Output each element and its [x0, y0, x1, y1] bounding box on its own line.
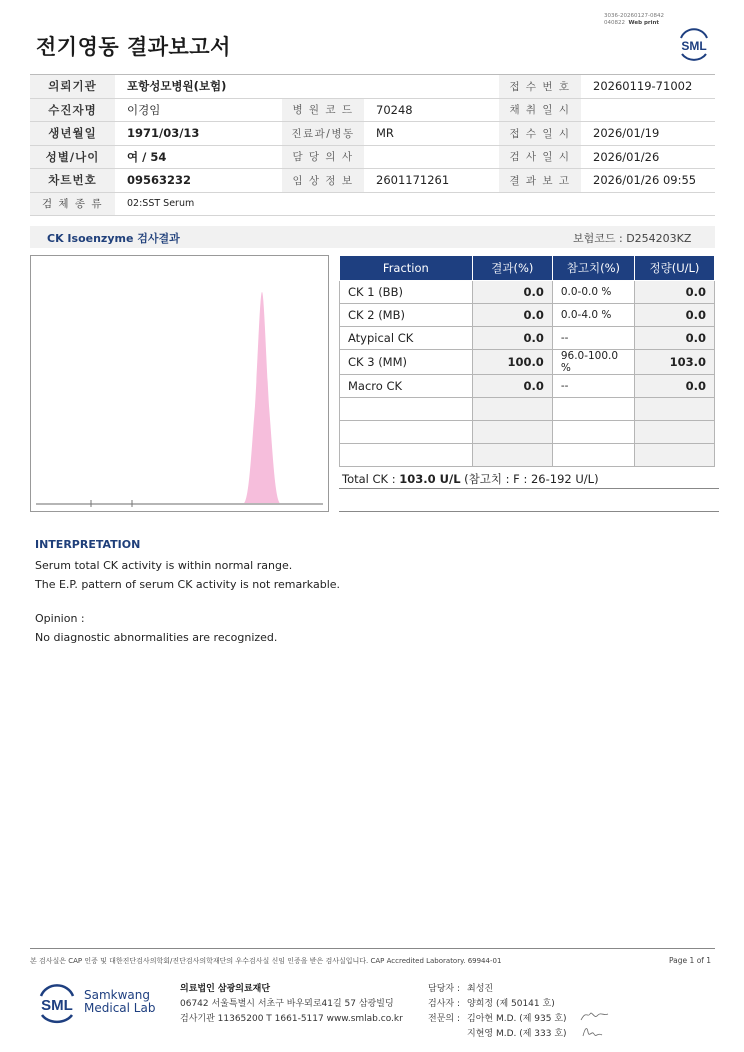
info-label: 검 체 종 류 — [30, 192, 115, 216]
info-value: 70248 — [364, 98, 499, 122]
table-row — [340, 421, 715, 444]
info-label: 병 원 코 드 — [282, 98, 364, 122]
col-header-reference: 참고치(%) — [552, 256, 634, 281]
cell-quantity — [634, 421, 714, 444]
cell-result: 100.0 — [472, 350, 552, 375]
cell-quantity: 103.0 — [634, 350, 714, 375]
interpretation-heading: INTERPRETATION — [35, 538, 141, 551]
info-label: 검 사 일 시 — [499, 145, 581, 169]
electrophoresis-graph — [30, 255, 329, 512]
info-label: 임 상 정 보 — [282, 169, 364, 193]
cell-result — [472, 421, 552, 444]
staff-role: 검사자 : — [428, 999, 460, 1009]
results-header-row — [340, 256, 715, 281]
staff-role: 담당자 : — [428, 984, 460, 994]
info-value: 여 / 54 — [115, 145, 282, 169]
cell-quantity: 0.0 — [634, 327, 714, 350]
table-row — [340, 375, 715, 398]
info-value — [364, 145, 499, 169]
info-label: 성별/나이 — [30, 145, 115, 169]
info-value: 09563232 — [115, 169, 282, 193]
info-row — [30, 192, 715, 216]
col-header-fraction: Fraction — [340, 256, 473, 281]
staff-name: 양희정 (제 50141 호) — [467, 999, 555, 1009]
info-label: 채 취 일 시 — [499, 98, 581, 122]
info-row — [30, 122, 715, 146]
info-value: 2601171261 — [364, 169, 499, 193]
page-number: Page 1 of 1 — [669, 956, 712, 965]
info-value: MR — [364, 122, 499, 146]
total-ck — [342, 471, 599, 487]
interpretation-line: Serum total CK activity is within normal range. — [35, 559, 293, 572]
org-address: 06742 서울특별시 서초구 바우뫼로41길 57 삼광빌딩 — [180, 999, 394, 1009]
table-row — [340, 304, 715, 327]
info-row — [30, 98, 715, 122]
cell-quantity — [634, 444, 714, 467]
staff-role: 전문의 : — [428, 1014, 460, 1024]
table-row — [340, 327, 715, 350]
cell-quantity: 0.0 — [634, 281, 714, 304]
cell-fraction: CK 2 (MB) — [340, 304, 473, 327]
patient-info-table — [30, 74, 715, 216]
info-row — [30, 145, 715, 169]
cell-reference: -- — [552, 375, 634, 398]
cell-fraction: CK 3 (MM) — [340, 350, 473, 375]
logo-text: SML — [41, 997, 73, 1014]
total-ck-reference: (참고치 : F : 26-192 U/L) — [460, 472, 599, 486]
org-contact: 검사기관 11365200 T 1661-5117 www.smlab.co.kr — [180, 1014, 403, 1024]
info-value: 2026/01/26 — [581, 145, 715, 169]
info-value: 이경임 — [115, 98, 282, 122]
cell-reference: -- — [552, 327, 634, 350]
interpretation-line: The E.P. pattern of serum CK activity is not remarkable. — [35, 578, 341, 591]
cell-reference: 96.0-100.0 % — [552, 350, 634, 375]
cell-result: 0.0 — [472, 281, 552, 304]
info-label: 담 당 의 사 — [282, 145, 364, 169]
brand-line2: Medical Lab — [84, 1001, 156, 1015]
staff-name: 최성진 — [467, 984, 494, 994]
opinion-text: No diagnostic abnormalities are recognized. — [35, 631, 278, 644]
cell-result: 0.0 — [472, 304, 552, 327]
divider — [339, 511, 719, 512]
info-label: 진료과/병동 — [282, 122, 364, 146]
info-label: 접 수 일 시 — [499, 122, 581, 146]
doc-id-line1: 3036-20260127-0842 — [604, 13, 664, 19]
info-value: 2026/01/19 — [581, 122, 715, 146]
staff-name: 지현영 M.D. (제 333 호) — [467, 1029, 567, 1039]
info-label: 수진자명 — [30, 98, 115, 122]
cell-fraction: Macro CK — [340, 375, 473, 398]
document-id — [604, 13, 664, 26]
cell-result: 0.0 — [472, 375, 552, 398]
cell-fraction — [340, 398, 473, 421]
ck3-peak — [243, 292, 281, 504]
table-row — [340, 398, 715, 421]
cell-reference — [552, 398, 634, 421]
footer-divider — [30, 948, 715, 949]
col-header-result: 결과(%) — [472, 256, 552, 281]
brand-line1: Samkwang — [84, 988, 150, 1002]
section-title: CK Isoenzyme 검사결과 — [47, 232, 180, 245]
cell-reference — [552, 444, 634, 467]
cell-fraction — [340, 444, 473, 467]
samkwang-logo-icon — [36, 980, 78, 1024]
divider — [339, 488, 719, 489]
electrophoresis-plot — [31, 256, 328, 511]
accreditation-note: 본 검사실은 CAP 인증 및 대한진단검사의학회/진단검사의학재단의 우수검사실 신임 인증을 받은 검사실입니다. CAP Accredited Laboratory. 69944-01 — [30, 957, 502, 965]
table-row — [340, 350, 715, 375]
web-print-label: Web print — [628, 19, 660, 26]
table-row — [340, 444, 715, 467]
info-value — [581, 98, 715, 122]
cell-quantity: 0.0 — [634, 304, 714, 327]
cell-reference — [552, 421, 634, 444]
info-label: 결 과 보 고 — [499, 169, 581, 193]
opinion-label: Opinion : — [35, 612, 85, 625]
logo-text: SML — [681, 39, 707, 53]
doc-id-line2: 040822 — [604, 19, 625, 26]
info-label: 차트번호 — [30, 169, 115, 193]
cell-result: 0.0 — [472, 327, 552, 350]
cell-reference: 0.0-4.0 % — [552, 304, 634, 327]
cell-quantity: 0.0 — [634, 375, 714, 398]
total-ck-label: Total CK : — [342, 472, 400, 486]
info-label: 접 수 번 호 — [499, 75, 581, 99]
cell-fraction — [340, 421, 473, 444]
info-value: 20260119-71002 — [581, 75, 715, 99]
results-table — [339, 255, 715, 467]
info-row — [30, 75, 715, 99]
sml-logo-icon — [676, 24, 712, 62]
col-header-quantity: 정량(U/L) — [634, 256, 714, 281]
info-value: 1971/03/13 — [115, 122, 282, 146]
total-ck-value: 103.0 U/L — [399, 472, 461, 486]
cell-reference: 0.0-0.0 % — [552, 281, 634, 304]
org-name: 의료법인 삼광의료재단 — [180, 984, 271, 994]
cell-result — [472, 398, 552, 421]
staff-name: 김아현 M.D. (제 935 호) — [467, 1014, 567, 1024]
cell-quantity — [634, 398, 714, 421]
info-label: 의뢰기관 — [30, 75, 115, 99]
signature-icon — [578, 1006, 612, 1042]
insurance-code: 보험코드 : D254203KZ — [573, 232, 692, 245]
cell-fraction: Atypical CK — [340, 327, 473, 350]
info-row — [30, 169, 715, 193]
table-row — [340, 281, 715, 304]
info-value: 2026/01/26 09:55 — [581, 169, 715, 193]
page-title: 전기영동 결과보고서 — [36, 35, 231, 59]
info-value: 02:SST Serum — [115, 192, 715, 216]
brand-name — [84, 989, 155, 1015]
info-label: 생년월일 — [30, 122, 115, 146]
info-value: 포항성모병원(보험) — [115, 75, 499, 99]
cell-fraction: CK 1 (BB) — [340, 281, 473, 304]
cell-result — [472, 444, 552, 467]
